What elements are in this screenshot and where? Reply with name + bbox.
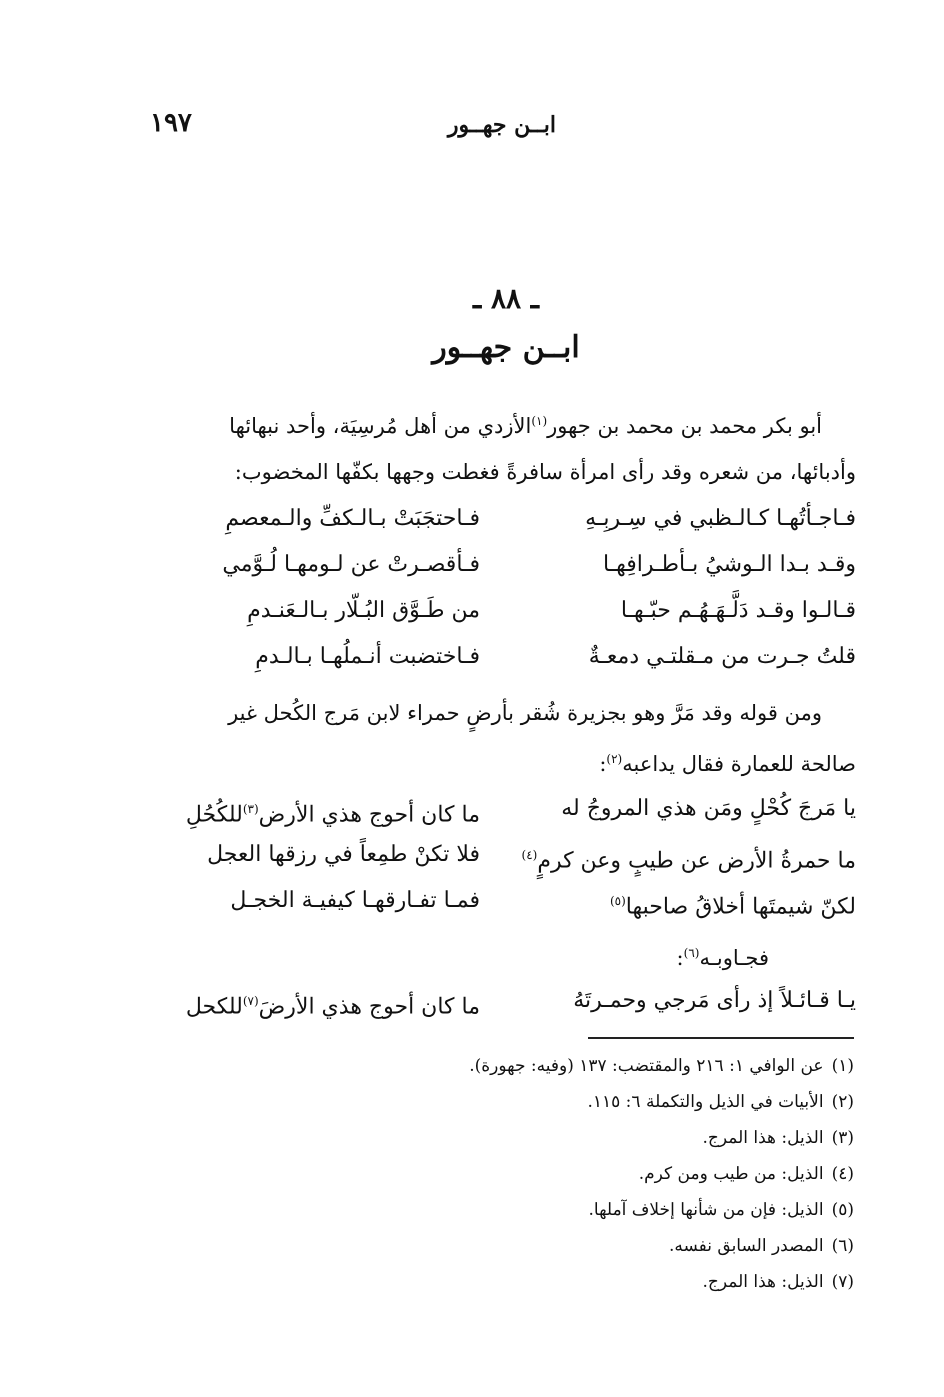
poem-verse xyxy=(150,588,856,634)
footnote-text: الذيل: هذا المرج. xyxy=(702,1128,824,1148)
footnote-item xyxy=(154,1156,854,1192)
verse-second-hemistich: فمـا تفـارقهـا كيفيـة الخجـل xyxy=(230,888,480,913)
page-number: ١٩٧ xyxy=(150,108,192,138)
footnote-item xyxy=(154,1192,854,1228)
middle-line: صالحة للعمارة فقال يداعبه$^{(٢)}$: xyxy=(599,752,856,776)
poem-verse xyxy=(150,786,856,832)
verse-first-hemistich: وقـد بـدا الـوشيُ بـأطـرافِهـا xyxy=(602,552,856,577)
poem-verse xyxy=(150,634,856,680)
footnote-item xyxy=(154,1264,854,1300)
running-title: ابــن جهــور xyxy=(447,112,556,138)
footnote-marker: (٥) xyxy=(831,1200,854,1220)
footnote-marker: (١) xyxy=(831,1056,854,1076)
footnote-item xyxy=(154,1120,854,1156)
verse-first-hemistich: قلتُ جـرت من مـقلتـي دمعـةٌ xyxy=(588,644,856,669)
footnote-text: عن الوافي ١: ٢١٦ والمقتضب: ١٣٧ (وفيه: جهورة). xyxy=(469,1056,824,1076)
footnote-text: الأبيات في الذيل والتكملة ٦: ١١٥. xyxy=(587,1092,824,1112)
poem-verse xyxy=(150,496,856,542)
poem-verse xyxy=(150,542,856,588)
footnote-marker: (٧) xyxy=(831,1272,854,1292)
footnote-item xyxy=(154,1048,854,1084)
intro-line: وأدبائها، من شعره وقد رأى امرأة سافرةً فغطت وجهها بكفّها المخضوب: xyxy=(234,460,856,484)
footnote-ref: (٣) xyxy=(242,802,259,816)
footnote-ref: (١) xyxy=(531,414,548,428)
footnote-item xyxy=(154,1084,854,1120)
verse-second-hemistich: ما كان أحوج هذي الأرض$^{(٣)}$للكُحُلِ xyxy=(185,802,480,828)
poem-verse xyxy=(150,978,856,1024)
verse-first-hemistich: فـاجـأتُهـا كـالـظبي في سِـربِـهِ xyxy=(585,506,856,531)
verse-first-hemistich: يا مَرجَ كُحْلٍ ومَن هذي المروجُ له xyxy=(561,796,856,821)
verse-second-hemistich: فـاختضبت أنـملُهـا بـالـدمِ xyxy=(255,644,480,669)
footnote-marker: (٣) xyxy=(831,1128,854,1148)
footnote-marker: (٦) xyxy=(831,1236,854,1256)
footnote-ref: (٦) xyxy=(683,946,700,960)
middle-paragraph xyxy=(150,690,856,787)
poem-verse xyxy=(150,832,856,878)
intro-line: أبو بكر محمد بن محمد بن جهور$^{(١)}$الأزدي من أهل مُرسِيَة، وأحد نبهائها xyxy=(229,414,822,438)
verse-second-hemistich: ما كان أحوج هذي الأرضَ$^{(٧)}$للكحل xyxy=(185,994,480,1020)
footnote-item xyxy=(154,1228,854,1264)
verse-first-hemistich: يـا قـائـلاً إذ رأى مَرجي وحمـرتَهُ xyxy=(573,988,856,1013)
footnote-marker: (٢) xyxy=(831,1092,854,1112)
footnote-separator xyxy=(588,1037,854,1039)
middle-line: ومن قوله وقد مَرَّ وهو بجزيرة شُقر بأرضٍ حمراء لابن مَرج الكُحل غير xyxy=(228,701,822,725)
footnote-marker: (٤) xyxy=(831,1164,854,1184)
verse-second-hemistich: فلا تكنْ طمِعاً في رزقها العجل xyxy=(207,842,480,867)
footnote-text: الذيل: من طيب ومن كرم. xyxy=(638,1164,824,1184)
verse-second-hemistich: فـاحتجَبَتْ بـالـكفِّ والـمعصمِ xyxy=(225,506,480,531)
verse-first-hemistich: لكنّ شيمتَها أخلاقُ صاحبها$^{(٥)}$ xyxy=(609,894,856,920)
footnotes-list xyxy=(154,1048,854,1300)
footnote-ref: (٢) xyxy=(606,752,623,766)
verse-second-hemistich: فـأقصـرتْ عن لـومهـا لُـوَّمي xyxy=(222,552,480,577)
verse-first-hemistich: ما حمرةُ الأرض عن طيبٍ وعن كرمٍ$^{(٤)}$ xyxy=(521,848,856,874)
intro-paragraph xyxy=(150,398,856,495)
section-title: ابــن جهــور xyxy=(432,330,580,365)
running-header xyxy=(150,108,856,148)
poem-verse xyxy=(150,878,856,924)
section-number: ـ ٨٨ ـ xyxy=(473,282,539,315)
footnote-text: الذيل: فإن من شأنها إخلاف آملها. xyxy=(588,1200,824,1220)
verse-second-hemistich: من طَـوَّق البُـلّار بـالـعَنـدمِ xyxy=(247,598,480,623)
footnote-text: المصدر السابق نفسه. xyxy=(668,1236,824,1256)
footnote-ref: (٧) xyxy=(242,994,259,1008)
footnote-ref: (٥) xyxy=(609,894,626,908)
footnote-text: الذيل: هذا المرج. xyxy=(702,1272,824,1292)
reply-intro: فجـاوبـه$^{(٦)}$: xyxy=(676,946,769,970)
verse-first-hemistich: قـالـوا وقـد دَلَّـهَـهُـم حبّـهـا xyxy=(620,598,856,623)
footnote-ref: (٤) xyxy=(521,848,538,862)
